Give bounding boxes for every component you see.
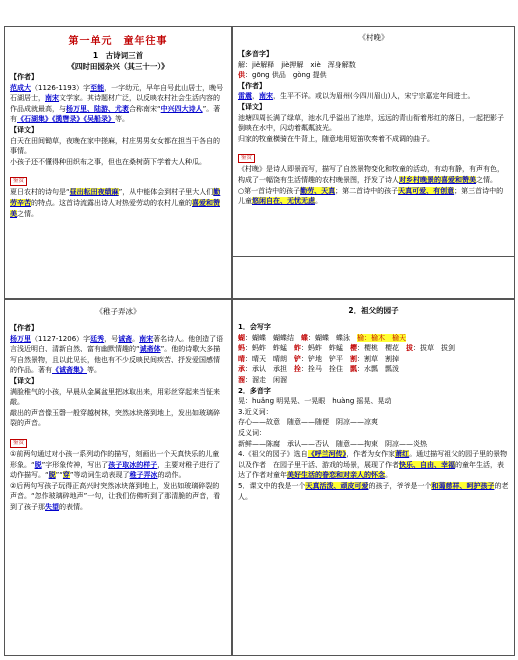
appreciation-paragraph: ①前两句通过对小孩一系列动作的描写，刻画出一个天真快乐的儿童形象。“脱”字形象传神，写出了孩子取冰的样子，主要对稚子进行了动作描写。“脱”“穿”等动词生动表现了稚子弄冰的动作。 [10, 449, 221, 480]
translation-line: 白天在田间锄草，夜晚在家中搓麻，村庄男男女女都在担当干各自的事情。 [10, 136, 220, 156]
translation-line: 敲出的声音像玉磬一般穿越树林，突然冰块落到地上，发出如玻璃碎裂的声音。 [10, 408, 220, 428]
appreciation-badge: 鉴赏 [238, 154, 255, 163]
appreciation-paragraph: ②后两句写孩子玩得正高兴时突然冰块落到地上，发出如玻璃碎裂的声音。“忽作玻璃碎地声”一句，让我们仿佛听到了那清脆的声音，看到了孩子那失望的表情。 [10, 481, 221, 511]
word-row: 蚂：蚂蚱 蚱蜢 蚱：蚂蚱 蚱蜢 樱：樱桃 樱花 拔：拔草 拔剑 [238, 344, 455, 353]
lesson-title: 2．祖父的园子 [348, 306, 399, 315]
appreciation-paragraph: 《村晚》是诗人即景而写，描写了自然景物变化和牧童的活动，有动有静，有声有色，构成了一幅饶有生活情趣的农村晚景图，抒发了诗人对乡村晚景的喜爱和赞美之情。 [238, 165, 504, 184]
appreciation-badge: 鉴赏 [10, 177, 27, 186]
author-heading: 【作者】 [10, 73, 38, 81]
polyphone-line: 晃：huǎng 明晃晃、一晃眼 huàng 摇晃、晃动 [238, 397, 392, 406]
polyphone-heading: 2．多音字 [238, 386, 271, 395]
translation-heading: 【译文】 [238, 102, 266, 111]
writing-heading: 1．会写字 [238, 323, 271, 331]
translation-heading: 【译文】 [10, 376, 38, 385]
author-paragraph: 杨万里（1127-1206）字廷秀，号诚斋。南宋著名诗人。他创造了语言浅近明白、清新自然、富有幽默情趣的“诚斋体”。他的诗歌大多描写自然景物，且以此见长，他也有不少反映民间疾苦、抒发爱国感情的作品。著有《诚斋集》等。 [10, 334, 224, 375]
translation-line: 满脸稚气的小孩，早晨从金属盆里把冰取出来，用彩丝穿起来当钲来敲。 [10, 387, 220, 407]
translation-heading: 【译文】 [10, 125, 38, 134]
word-row: 蝴：蝴蝶 蝴蝶结 蝶：蝴蝶 蝶泳 榆：榆木 榆天 [238, 333, 406, 342]
author-heading: 【作者】 [10, 324, 38, 332]
polyphone-heading: 【多音字】 [238, 50, 273, 58]
poem-title: 《稚子弄冰》 [95, 307, 141, 316]
translation-line: 池塘四周长满了绿草，池水几乎溢出了池岸，远远的青山衔着彤红的落日，一起把影子倒映在水中，闪动着粼粼波光。 [238, 113, 504, 133]
polyphone-line: 供：gōng 供品 gòng 提供 [238, 71, 327, 80]
word-row: 溜：溜走 闲溜 [238, 375, 287, 384]
poem-cell-2 [4, 299, 232, 656]
comparison-paragraph: ○第一首诗中的孩子勤劳、天真；第二首诗中的孩子天真可爱、有创意；第三首诗中的儿童悠闲自在、无忧无虑。 [238, 186, 504, 206]
poem-title: 《四时田园杂兴（其三十一）》 [67, 62, 169, 71]
translation-line: 归家的牧童横骑在牛背上，随意地用短笛吹奏着不成调的曲子。 [238, 134, 434, 143]
synonym-line: 存心——故意 随意——随便 阴凉——凉爽 [238, 418, 378, 427]
appreciation-paragraph: 夏日农村的诗句是“昼出耘田夜绩麻”，从中能体会到村子里大人们勤劳辛苦的特点。这首诗流露出诗人对热爱劳动的农村儿童的喜爱和赞美之情。 [10, 188, 221, 218]
lesson-cell-2 [232, 299, 515, 656]
author-heading: 【作者】 [238, 81, 266, 90]
word-row: 承：承认 承担 拴：拴马 拴住 瓢：水瓢 瓢泼 [238, 365, 399, 374]
antonym-heading: 反义词： [238, 428, 266, 437]
lesson-title: 1 古诗词三首 [92, 51, 144, 60]
poem-cell-3 [232, 26, 515, 299]
divider [233, 256, 514, 257]
poem-cell-1 [4, 26, 232, 299]
antonym-line: 新鲜——陈腐 承认——否认 随意——拘束 阴凉——炎热 [238, 439, 427, 448]
author-paragraph: 雷震，南宋，生平不详。或以为眉州(今四川眉山)人，宋宁宗嘉定年间进士。 [238, 92, 475, 101]
translation-line: 小孩子还不懂得种田织布之事，但也在桑树荫下学着大人种瓜。 [10, 157, 206, 166]
unit-title: 第一单元 童年往事 [68, 36, 168, 47]
summary-paragraph: 4.《祖父的园子》选自《呼兰河传》，作者为女作家萧红。通过描写祖父的园子里的景物以及作者 在园子里干活、游戏的场景，展现了作者快乐、自由、幸福的童年生活，表达了作者对童年美好生活的眷恋和对亲人的怀念。 [238, 450, 508, 480]
author-paragraph: 范成大（1126-1193）字至能，一字幼元，早年自号此山居士，晚号石湖居士，南宋文学家。其诗题材广泛，以反映农村社会生活内容的作品成就最高，与杨万里、陆游、尤袤合称南宋“中兴四大诗人”。著有《石湖集》《揽辔录》《吴船录》等。 [10, 83, 224, 124]
polyphone-line: 解：jiě解释 jiè押解 xiè 浑身解数 [238, 60, 356, 69]
poem-title: 《村晚》 [358, 33, 389, 42]
appreciation-badge: 鉴赏 [10, 439, 27, 448]
word-row: 晴：晴天 晴朗 铲：铲地 铲平 割：割草 割掉 [238, 354, 399, 363]
character-paragraph: 5．课文中的我是一个天真活泼、顽皮可爱的孩子，爷爷是一个和蔼慈祥、呵护孩子的老人。 [238, 481, 509, 501]
synonym-heading: 3.近义词： [238, 407, 273, 416]
